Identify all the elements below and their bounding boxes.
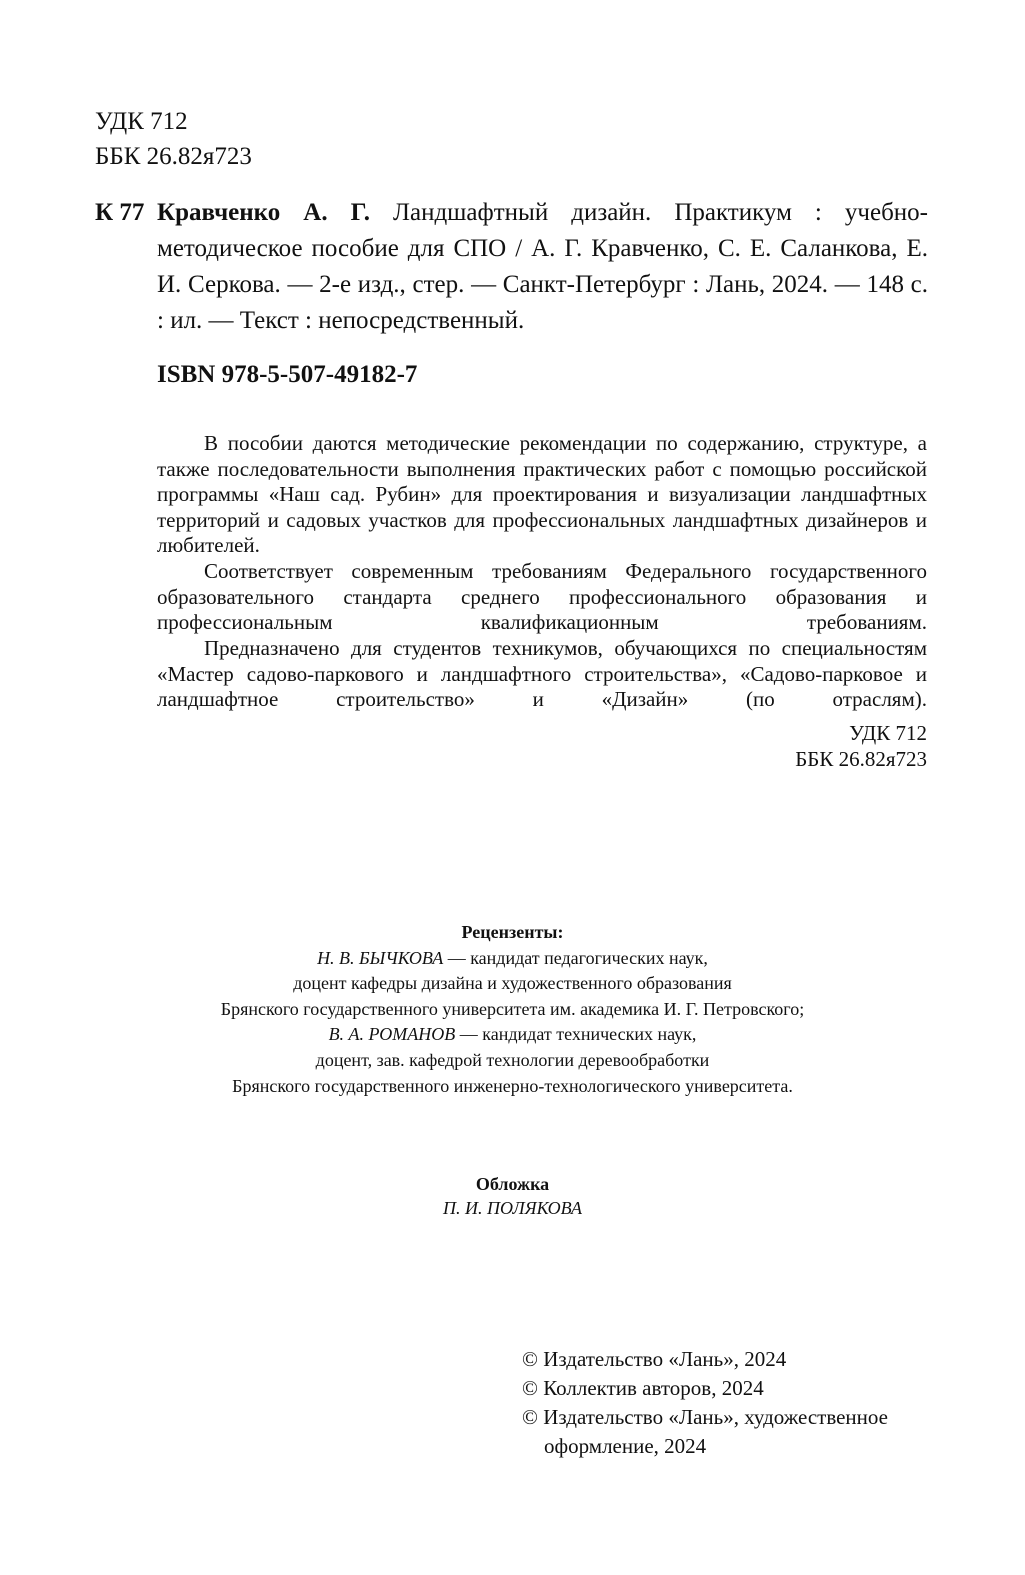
udk-code: УДК 712	[95, 108, 188, 135]
isbn: ISBN 978-5-507-49182-7	[157, 361, 418, 388]
bibliographic-entry	[95, 195, 928, 393]
author-name: Кравченко А. Г.	[157, 199, 370, 226]
reviewers-heading: Рецензенты:	[461, 922, 564, 942]
copyright-line: © Издательство «Лань», художественное	[522, 1405, 888, 1429]
annotation-paragraph: В пособии даются методические рекомендации по содержанию, структуре, а также последовательности выполнения практических работ с помощью российской программы «Наш сад. Рубин» для проектирования и визуализации ландшафтных территорий и садовых участков для профессиональных ландшафтных дизайнеров и любителей.	[157, 431, 927, 558]
reviewer-2-affiliation: Брянского государственного инженерно-технологического университета.	[232, 1075, 793, 1096]
copyright-line: © Издательство «Лань», 2024	[522, 1347, 787, 1371]
cover-heading: Обложка	[475, 1174, 550, 1194]
udk-code: УДК 712	[849, 721, 927, 745]
copyright-line: © Коллектив авторов, 2024	[522, 1376, 764, 1400]
bbk-code: ББК 26.82я723	[95, 143, 252, 170]
annotation	[157, 431, 927, 713]
cover-credit	[0, 1172, 1025, 1220]
description-text: Ландшафтный дизайн. Практикум : учебно-методическое пособие для СПО / А. Г. Кравченко, С. Е. Саланкова, Е. И. Серкова. — 2-е изд., стер. — Санкт-Петербург : Лань, 2024. — 148 с. : ил. — Текст : непосредственный.	[157, 199, 928, 334]
reviewer-1	[0, 946, 1025, 972]
reviewer-2	[0, 1022, 1025, 1048]
bibliographic-description	[157, 195, 928, 339]
classification-block	[95, 104, 252, 174]
reviewer-1-affiliation: Брянского государственного университета им. академика И. Г. Петровского;	[220, 998, 805, 1019]
reviewer-title: — кандидат технических наук,	[455, 1024, 697, 1045]
annotation-paragraph: Предназначено для студентов техникумов, обучающихся по специальностям «Мастер садово-паркового и ландшафтного строительства», «Садово-парковое и ландшафтное строительство» и «Дизайн» (по отраслям).	[157, 636, 927, 712]
author-mark: К 77	[95, 199, 145, 226]
reviewer-name: В. А. РОМАНОВ	[328, 1024, 456, 1045]
reviewer-title: — кандидат педагогических наук,	[443, 947, 708, 968]
annotation-paragraph: Соответствует современным требованиям Федерального государственного образовательного стандарта среднего профессионального образования и профессиональным квалификационным требованиям.	[157, 559, 927, 635]
classification-block-right	[795, 720, 927, 772]
copyright-line: оформление, 2024	[544, 1434, 707, 1458]
copyright-block	[522, 1345, 888, 1461]
reviewer-name: Н. В. БЫЧКОВА	[317, 947, 444, 968]
bbk-code: ББК 26.82я723	[795, 747, 927, 771]
cover-designer: П. И. ПОЛЯКОВА	[443, 1198, 582, 1218]
reviewers-block	[0, 920, 1025, 1099]
reviewer-2-position: доцент, зав. кафедрой технологии деревообработки	[315, 1049, 710, 1070]
reviewer-1-position: доцент кафедры дизайна и художественного образования	[293, 973, 732, 994]
